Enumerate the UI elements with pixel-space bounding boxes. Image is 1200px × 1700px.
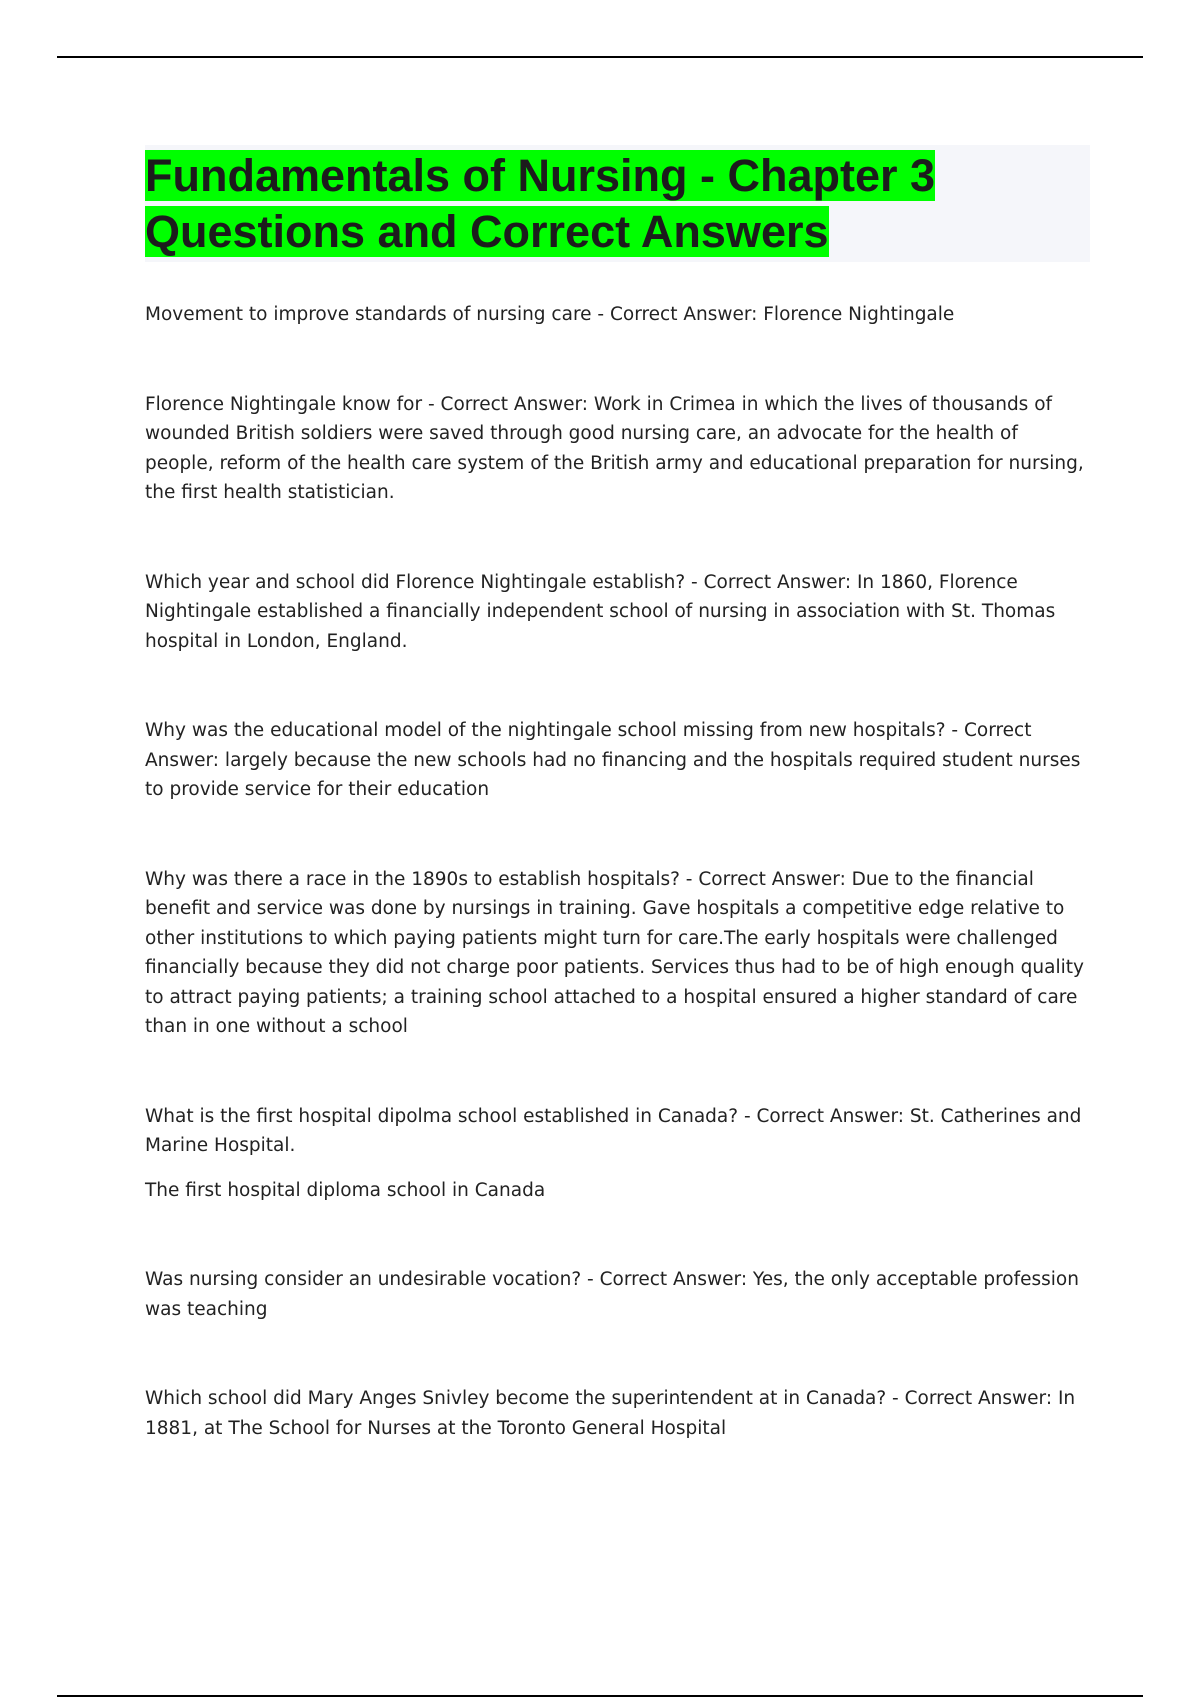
qa-entry: Movement to improve standards of nursing care - Correct Answer: Florence Nightingale xyxy=(145,304,955,325)
bottom-rule xyxy=(57,1695,1143,1697)
qa-entry: What is the first hospital dipolma school established in Canada? - Correct Answer: St. Catherines and Marine Hospital. xyxy=(145,1105,1082,1156)
qa-entry: Why was there a race in the 1890s to establish hospitals? - Correct Answer: Due to the financial benefit and service was done by nursings in training. Gave hospitals a competitive edge relative to other institutions to which paying patients might turn for care.The early hospitals were challenged financially because they did not charge poor patients. Services thus had to be of high enough quality to attract paying patients; a training school attached to a hospital ensured a higher standard of care than in one without a school xyxy=(145,868,1084,1037)
qa-entry: Was nursing consider an undesirable vocation? - Correct Answer: Yes, the only acceptable profession was teaching xyxy=(145,1269,1079,1320)
qa-entry: Which year and school did Florence Nightingale establish? - Correct Answer: In 1860, Florence Nightingale established a financially independent school of nursing in association with St. Thomas hospital in London, England. xyxy=(145,571,1056,652)
title-block xyxy=(145,145,1090,262)
top-rule xyxy=(57,56,1143,58)
qa-entry: Which school did Mary Anges Snivley become the superintendent at in Canada? - Correct Answer: In 1881, at The School for Nurses at the Toronto General Hospital xyxy=(145,1388,1076,1439)
title-line-2: Questions and Correct Answers xyxy=(145,206,829,257)
title-line-1: Fundamentals of Nursing - Chapter 3 xyxy=(145,150,936,201)
qa-note: The first hospital diploma school in Canada xyxy=(145,1179,546,1201)
document-body xyxy=(145,145,1090,1443)
document-title xyxy=(145,148,1090,260)
qa-entry: Why was the educational model of the nightingale school missing from new hospitals? - Correct Answer: largely because the new schools had no financing and the hospitals required student nurses to provide service for their education xyxy=(145,720,1081,800)
qa-entry: Florence Nightingale know for - Correct Answer: Work in Crimea in which the lives of thousands of wounded British soldiers were saved through good nursing care, an advocate for the health of people, reform of the health care system of the British army and educational preparation for nursing, the first health statistician. xyxy=(145,393,1084,503)
